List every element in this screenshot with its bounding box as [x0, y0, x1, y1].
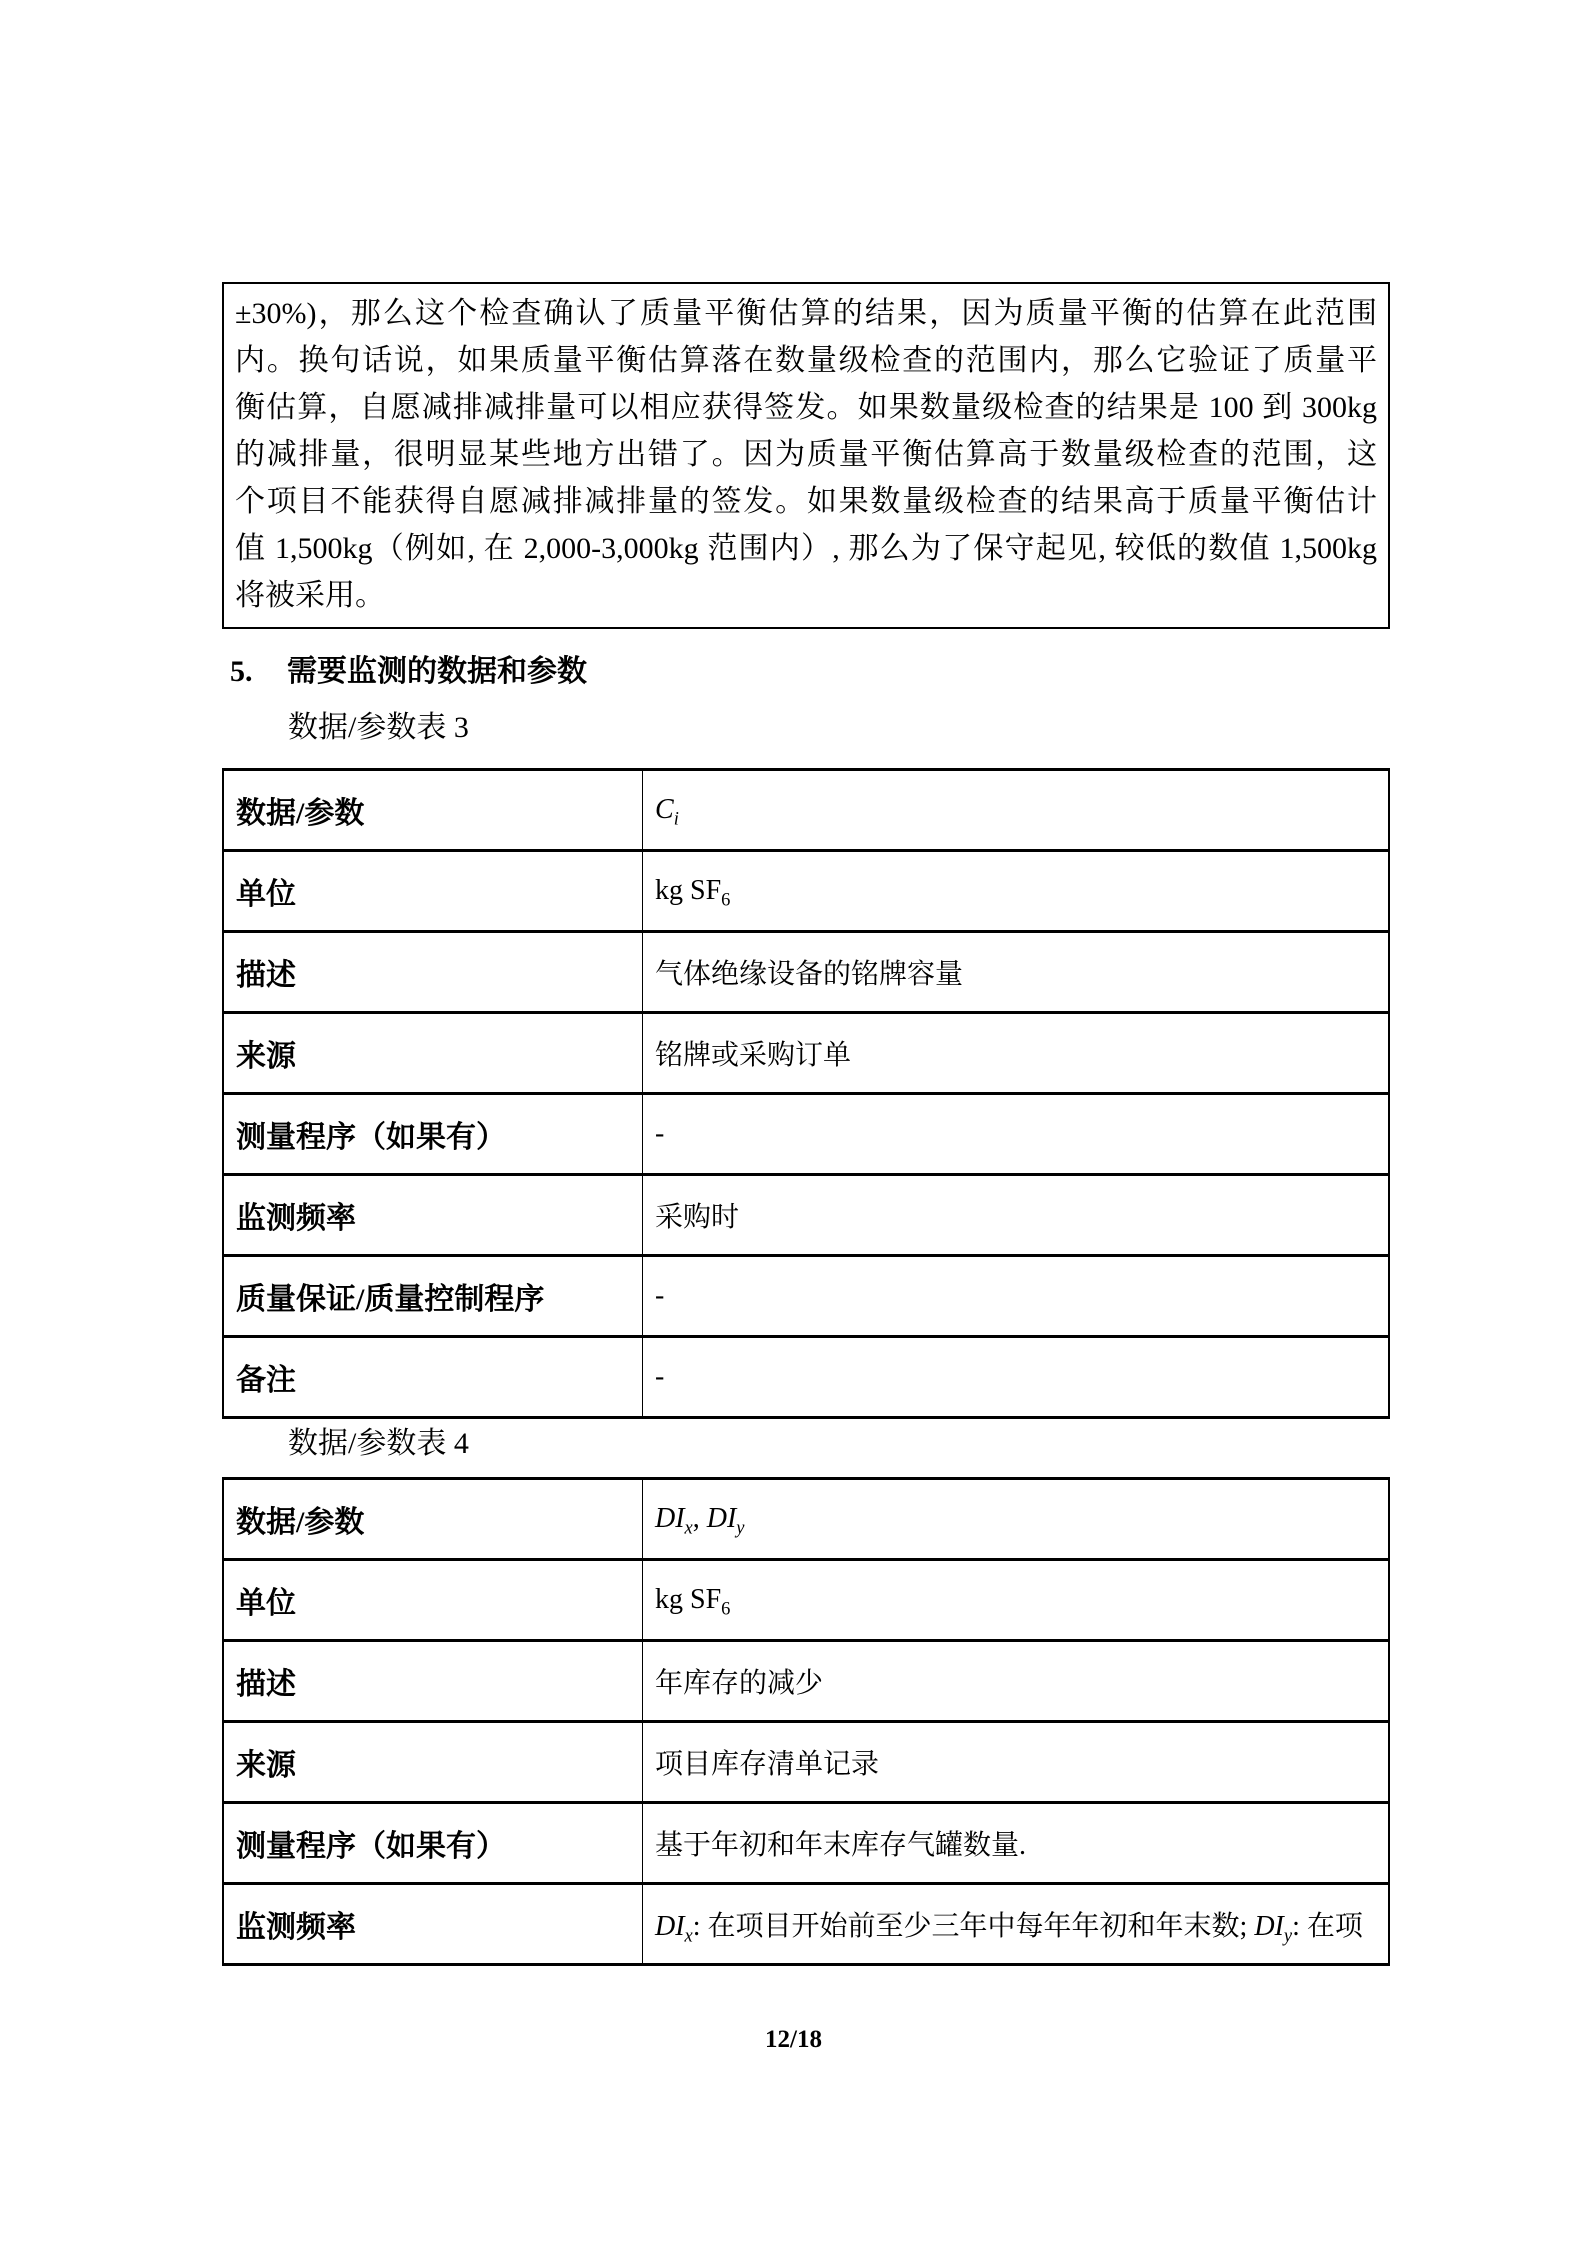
table-row: [223, 1094, 1389, 1175]
formula-segment: DI: [706, 1503, 737, 1534]
row-value-cell: [643, 1560, 1390, 1641]
data-parameter-table-4: [222, 1477, 1390, 1966]
text-segment: 6: [721, 1598, 731, 1619]
section-heading: [230, 652, 587, 692]
row-label-cell: 来源: [223, 1722, 643, 1803]
table-row: [223, 1337, 1389, 1418]
row-label-cell: 描述: [223, 932, 643, 1013]
table-row: [223, 1256, 1389, 1337]
table-row: [223, 1560, 1389, 1641]
row-label-cell: 数据/参数: [223, 1479, 643, 1560]
row-label-cell: 质量保证/质量控制程序: [223, 1256, 643, 1337]
row-value-cell: 气体绝缘设备的铭牌容量: [643, 932, 1390, 1013]
table-row: [223, 1884, 1389, 1965]
row-label-cell: 描述: [223, 1641, 643, 1722]
intro-line: ±30%)，那么这个检查确认了质量平衡估算的结果，因为质量平衡的估算在此范围: [235, 297, 1377, 330]
table-row: [223, 1013, 1389, 1094]
intro-line: 的减排量，很明显某些地方出错了。因为质量平衡估算高于数量级检查的范围，这: [235, 438, 1377, 471]
formula-segment: x: [684, 1517, 693, 1538]
row-value-cell: -: [643, 1094, 1390, 1175]
row-value-cell: [643, 1479, 1390, 1560]
row-value-cell: [643, 770, 1390, 851]
table-row: [223, 1641, 1389, 1722]
section-number: 5.: [230, 655, 253, 688]
formula-segment: C: [655, 794, 674, 825]
row-label-cell: 备注: [223, 1337, 643, 1418]
row-label-cell: 来源: [223, 1013, 643, 1094]
row-label-cell: 监测频率: [223, 1884, 643, 1965]
text-segment: kg SF: [655, 1584, 722, 1615]
table-row: [223, 770, 1389, 851]
row-value-cell: -: [643, 1256, 1390, 1337]
formula-segment: y: [736, 1517, 745, 1538]
intro-paragraph-box: [222, 282, 1390, 629]
row-label-cell: 测量程序（如果有）: [223, 1803, 643, 1884]
row-label-cell: 单位: [223, 1560, 643, 1641]
text-segment: : 在项目开始前至少三年中每年年初和年末数;: [692, 1911, 1255, 1942]
row-value-cell: [643, 1884, 1390, 1965]
formula-segment: x: [684, 1925, 693, 1946]
table-caption-3: 数据/参数表 3: [288, 711, 469, 744]
row-value-cell: -: [643, 1337, 1390, 1418]
intro-line: 值 1,500kg（例如, 在 2,000-3,000kg 范围内）, 那么为了保守起见, 较低的数值 1,500kg: [235, 532, 1377, 565]
intro-line: 衡估算，自愿减排减排量可以相应获得签发。如果数量级检查的结果是 100 到 300kg: [235, 391, 1377, 424]
table-row: [223, 1803, 1389, 1884]
formula-segment: i: [673, 808, 679, 829]
row-label-cell: 测量程序（如果有）: [223, 1094, 643, 1175]
intro-line: 内。换句话说，如果质量平衡估算落在数量级检查的范围内，那么它验证了质量平: [235, 344, 1377, 377]
row-value-cell: 基于年初和年末库存气罐数量.: [643, 1803, 1390, 1884]
row-value-cell: 年库存的减少: [643, 1641, 1390, 1722]
text-segment: : 在项: [1292, 1911, 1363, 1942]
intro-line: 将被采用。: [235, 579, 385, 612]
formula-segment: DI: [655, 1503, 685, 1534]
text-segment: 6: [721, 889, 731, 910]
table-caption-4: 数据/参数表 4: [288, 1427, 469, 1460]
table-row: [223, 1479, 1389, 1560]
row-value-cell: 项目库存清单记录: [643, 1722, 1390, 1803]
row-value-cell: 铭牌或采购订单: [643, 1013, 1390, 1094]
formula-segment: DI: [1254, 1911, 1284, 1942]
formula-segment: DI: [655, 1911, 685, 1942]
formula-segment: y: [1283, 1925, 1293, 1946]
row-label-cell: 数据/参数: [223, 770, 643, 851]
page-number-footer: 12/18: [765, 2026, 822, 2053]
text-segment: kg SF: [655, 875, 722, 906]
row-label-cell: 单位: [223, 851, 643, 932]
intro-line: 个项目不能获得自愿减排减排量的签发。如果数量级检查的结果高于质量平衡估计: [235, 485, 1377, 518]
data-parameter-table-3: [222, 768, 1390, 1419]
table-row: [223, 1175, 1389, 1256]
table-row: [223, 1722, 1389, 1803]
row-value-cell: [643, 851, 1390, 932]
row-label-cell: 监测频率: [223, 1175, 643, 1256]
section-title: 需要监测的数据和参数: [287, 655, 587, 688]
table-row: [223, 851, 1389, 932]
row-value-cell: 采购时: [643, 1175, 1390, 1256]
table-row: [223, 932, 1389, 1013]
text-segment: ,: [692, 1503, 707, 1534]
